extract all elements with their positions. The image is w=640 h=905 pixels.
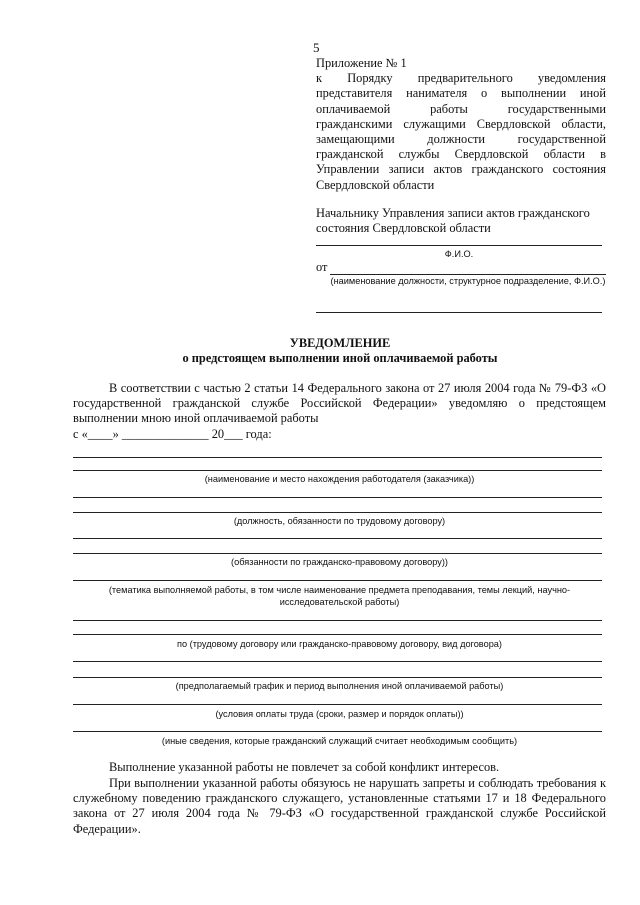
appendix-block	[316, 56, 606, 193]
from-caption: (наименование должности, структурное подразделение, Ф.И.О.)	[330, 276, 606, 286]
title-sub: о предстоящем выполнении иной оплачиваемой работы	[182, 351, 498, 365]
blank-line	[73, 620, 602, 621]
from-blank-line	[330, 264, 606, 275]
caption-other: (иные сведения, которые гражданский служащий считает необходимым сообщить)	[161, 736, 518, 746]
blank-line	[73, 497, 602, 498]
caption-schedule: (предполагаемый график и период выполнения иной оплачиваемой работы)	[175, 681, 504, 691]
blank-line	[73, 704, 602, 705]
caption-contract: по (трудовому договору или гражданско-правовому договору, вид договора)	[177, 639, 502, 649]
document-title	[40, 336, 640, 366]
blank-line	[73, 457, 602, 458]
appendix-body: к Порядку предварительного уведомления представителя нанимателя о выполнении иной оплачиваемой работы государственными гражданскими служащими Свердловской области, замещающими должности государственной гражданской службы Свердловской области в Управлении записи актов гражданского состояния Свердловской области	[316, 71, 606, 192]
fio-blank-line	[316, 245, 602, 246]
from-row	[316, 260, 606, 275]
blank-line	[73, 512, 602, 513]
obligation-paragraph: При выполнении указанной работы обязуюсь не нарушать запреты и соблюдать требования к служебному поведению гражданского служащего, установленные статьями 17 и 18 Федерального закона от 27 июля 2004 года № 79-ФЗ «О государственной гражданской службе Российской Федерации».	[73, 776, 606, 836]
blank-line	[73, 661, 602, 662]
blank-line	[73, 553, 602, 554]
appendix-title: Приложение № 1	[316, 56, 407, 70]
blank-line	[73, 731, 602, 732]
caption-topic: (тематика выполняемой работы, в том числе наименование предмета преподавания, темы лекций, научно-исследовательской работы)	[108, 585, 571, 607]
blank-line	[73, 677, 602, 678]
caption-employer: (наименование и место нахождения работодателя (заказчика))	[204, 474, 475, 484]
intro-paragraph: В соответствии с частью 2 статьи 14 Федерального закона от 27 июля 2004 года № 79-ФЗ «О государственной гражданской службе Российской Федерации» уведомляю о предстоящем выполнении мною иной оплачиваемой работы	[73, 381, 606, 426]
from-blank-line-2	[316, 312, 602, 313]
blank-line	[73, 538, 602, 539]
date-line: с «____» ______________ 20___ года:	[73, 427, 272, 441]
fio-caption: Ф.И.О.	[444, 249, 474, 259]
caption-civil: (обязанности по гражданско-правовому договору))	[231, 557, 448, 567]
blank-line	[73, 634, 602, 635]
conflict-paragraph: Выполнение указанной работы не повлечет за собой конфликт интересов.	[109, 760, 500, 774]
blank-line	[73, 470, 602, 471]
from-label: от	[316, 260, 328, 274]
page-number: 5	[313, 40, 320, 55]
caption-payment: (условия оплаты труда (сроки, размер и порядок оплаты))	[215, 709, 464, 719]
blank-line	[73, 580, 602, 581]
caption-position: (должность, обязанности по трудовому договору)	[233, 516, 446, 526]
title-main: УВЕДОМЛЕНИЕ	[289, 336, 391, 350]
addressee-to: Начальнику Управления записи актов гражданского состояния Свердловской области	[316, 206, 590, 236]
